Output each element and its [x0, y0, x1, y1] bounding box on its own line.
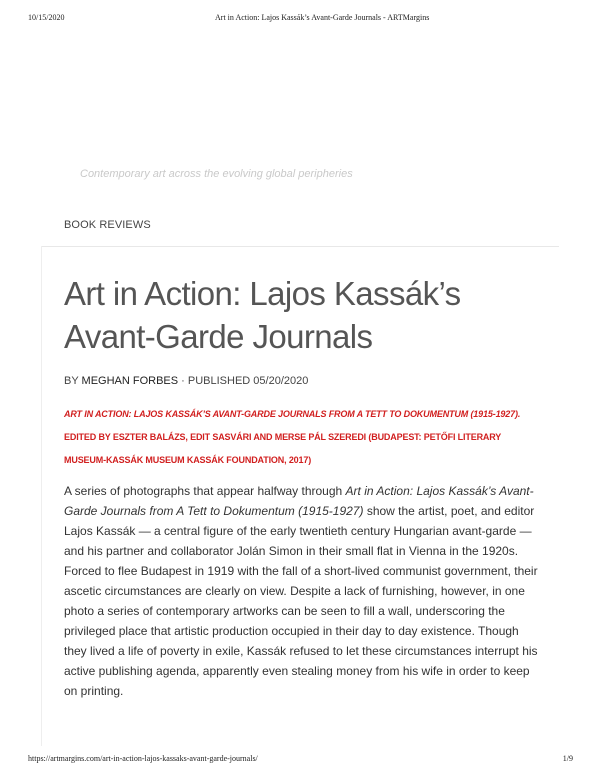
article-byline	[64, 375, 308, 387]
book-reference-details: EDITED BY ESZTER BALÁZS, EDIT SASVÁRI AND MERSE PÁL SZEREDI (BUDAPEST: PETŐFI LITERARY MUSEUM-KASSÁK MUSEUM KASSÁK FOUNDATION, 2017)	[64, 432, 501, 465]
print-url: https://artmargins.com/art-in-action-lajos-kassaks-avant-garde-journals/	[28, 754, 258, 763]
paragraph-body: show the artist, poet, and editor Lajos Kassák — a central figure of the early twentieth century Hungarian avant-garde — and his partner and collaborator Jolán Simon in their small flat in Vienna in the 1920s. Forced to flee Budapest in 1919 with the fall of a short-lived communist government, their ascetic circumstances are clearly on view. Despite a lack of furnishing, however, in one photo a series of contemporary artworks can be seen to fill a wall, underscoring the privileged place that artistic production occupied in their day to day existence. Though they lived a life of poverty in exile, Kassák refused to let these circumstances interrupt his active publishing agenda, apparently even stealing money from his wife in order to keep on printing.	[64, 504, 538, 698]
header-divider	[42, 246, 559, 247]
published-date: · PUBLISHED 05/20/2020	[178, 375, 309, 387]
print-page-title: Art in Action: Lajos Kassák’s Avant-Garde Journals - ARTMargins	[215, 13, 430, 22]
article-title: Art in Action: Lajos Kassák’s Avant-Garde Journals	[64, 275, 461, 355]
book-reference	[64, 403, 544, 472]
author-link[interactable]: MEGHAN FORBES	[81, 375, 179, 387]
article-paragraph	[64, 481, 539, 701]
print-page-number: 1/9	[562, 754, 573, 763]
byline-prefix: BY	[64, 375, 82, 387]
site-tagline: Contemporary art across the evolving global peripheries	[80, 168, 353, 180]
book-reference-title: ART IN ACTION: LAJOS KASSÁK’S AVANT-GARDE JOURNALS FROM A TETT TO DOKUMENTUM (1915-1927).	[64, 409, 521, 419]
section-link-book-reviews[interactable]: BOOK REVIEWS	[64, 219, 151, 231]
paragraph-intro: A series of photographs that appear halfway through	[64, 484, 346, 498]
print-date: 10/15/2020	[28, 13, 65, 22]
content-left-border	[41, 246, 42, 746]
paragraph-book-title: Art in Action: Lajos Kassák’s Avant-Garde Journals from A Tett to Dokumentum (1915-1927)	[64, 484, 534, 518]
